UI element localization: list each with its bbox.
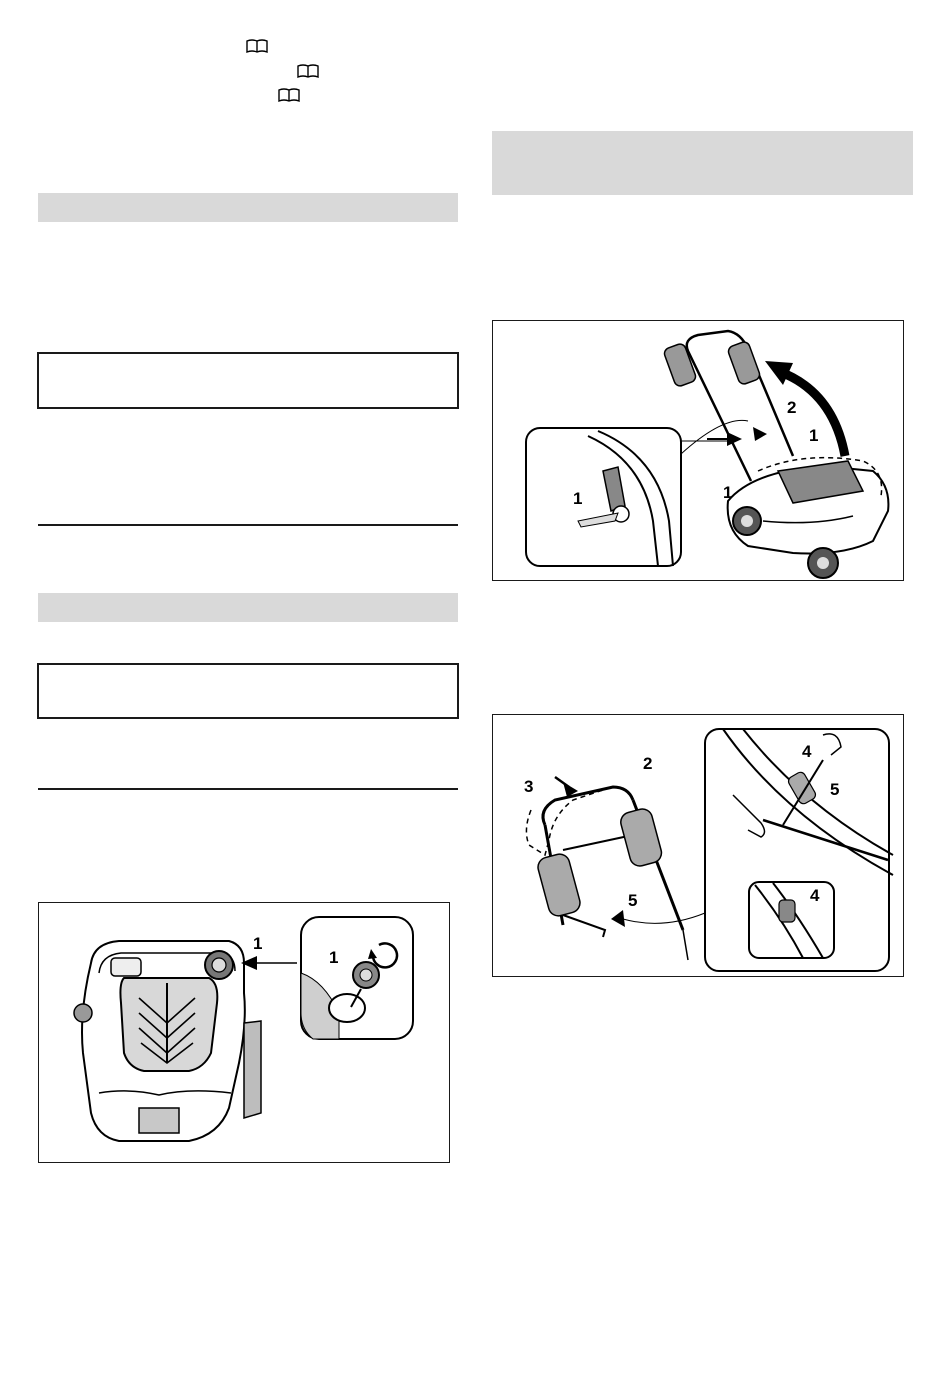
callout-label: 5 (830, 780, 840, 799)
book-icon (278, 88, 300, 102)
section-heading-bar (38, 193, 458, 222)
section-heading-bar (492, 131, 913, 195)
callout-label: 4 (810, 886, 820, 905)
callout-label: 2 (787, 398, 797, 417)
callout-label: 1 (723, 483, 733, 502)
notice-box (37, 352, 459, 409)
section-heading-bar (38, 593, 458, 622)
section-divider (38, 788, 458, 790)
figure-fuel-cap (38, 902, 450, 1163)
book-icon (246, 39, 268, 53)
figure-handle-fold (492, 320, 904, 581)
handle-fold-illustration (493, 321, 904, 581)
callout-label: 3 (524, 777, 534, 796)
callout-label: 1 (253, 934, 263, 953)
callout-label: 5 (628, 891, 638, 910)
callout-label: 1 (573, 489, 583, 508)
callout-label: 1 (329, 948, 339, 967)
callout-label: 1 (809, 426, 819, 445)
section-divider (38, 524, 458, 526)
book-icon (297, 64, 319, 78)
notice-box (37, 663, 459, 719)
callout-label: 2 (643, 754, 653, 773)
figure-cable-routing (492, 714, 904, 977)
callout-label: 4 (802, 742, 812, 761)
cable-routing-illustration (493, 715, 904, 977)
fuel-cap-illustration (39, 903, 450, 1163)
